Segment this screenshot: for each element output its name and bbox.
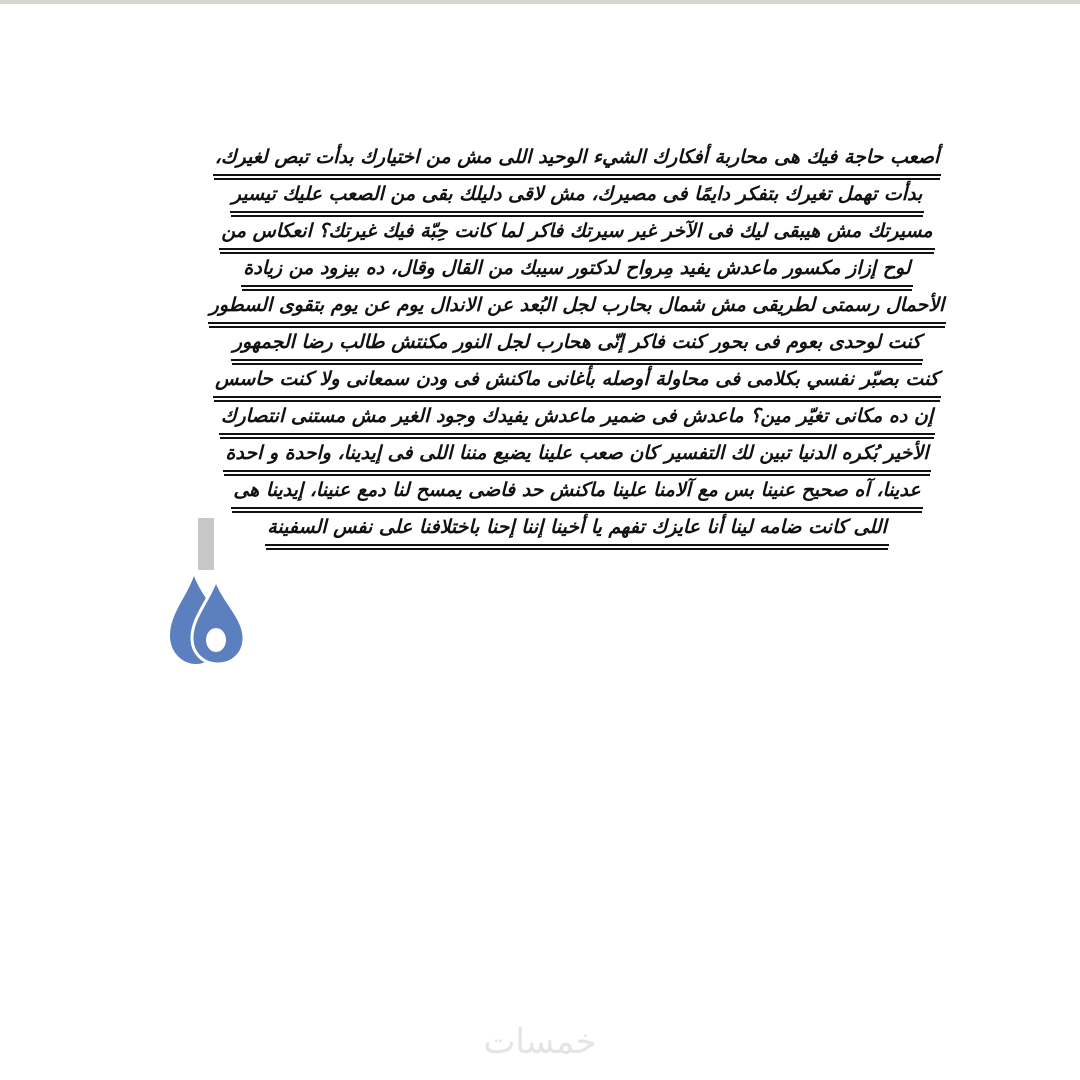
text-line: الأخير بُكره الدنيا تبين لك التفسير كان صعب علينا يضيع مننا اللى فى إيدينا، واحدة و احدة xyxy=(160,436,994,473)
text-line: كنت بصبّر نفسي بكلامى فى محاولة أوصله بأغانى ماكنش فى ودن سمعانى ولا كنت حاسس xyxy=(160,362,994,399)
text-line: اللى كانت ضامه لينا أنا عايزك تفهم يا أخينا إننا إحنا باختلافنا على نفس السفينة xyxy=(160,510,994,547)
text-line: أصعب حاجة فيك هى محاربة أفكارك الشيء الوحيد اللى مش من اختيارك بدأت تبص لغيرك، xyxy=(160,140,994,177)
watermark-logo: خمسات xyxy=(483,1022,597,1062)
text-cursor-stem[interactable] xyxy=(198,518,214,570)
text-line: بدأت تهمل تغيرك بتفكر دايمًا فى مصيرك، مش لاقى دليلك بقى من الصعب عليك تيسير xyxy=(160,177,994,214)
text-line: الأحمال رسمتى لطريقى مش شمال بحارب لجل البُعد عن الاندال يوم عن يوم بتقوى السطور xyxy=(160,288,994,325)
drop-cursor-handle xyxy=(166,574,246,666)
water-drop-icon[interactable] xyxy=(166,574,246,666)
paragraph-block[interactable] xyxy=(160,140,994,547)
text-line: مسيرتك مش هيبقى ليك فى الآخر غير سيرتك فاكر لما كانت حِبّة فيك غيرتك؟ انعكاس من xyxy=(160,214,994,251)
text-line: عدينا، آه صحيح عنينا بس مع آلامنا علينا ماكنش حد فاضى يمسح لنا دمع عنينا، إيدينا هى xyxy=(160,473,994,510)
text-line: إن ده مكانى تغيّر مين؟ ماعدش فى ضمير ماعدش يفيدك وجود الغير مش مستنى انتصارك xyxy=(160,399,994,436)
top-border xyxy=(0,0,1080,4)
text-line: كنت لوحدى بعوم فى بحور كنت فاكر إنّى هحارب لجل النور مكنتش طالب رضا الجمهور xyxy=(160,325,994,362)
text-line: لوح إزاز مكسور ماعدش يفيد مِرواح لدكتور سيبك من القال وقال، ده بيزود من زيادة xyxy=(160,251,994,288)
